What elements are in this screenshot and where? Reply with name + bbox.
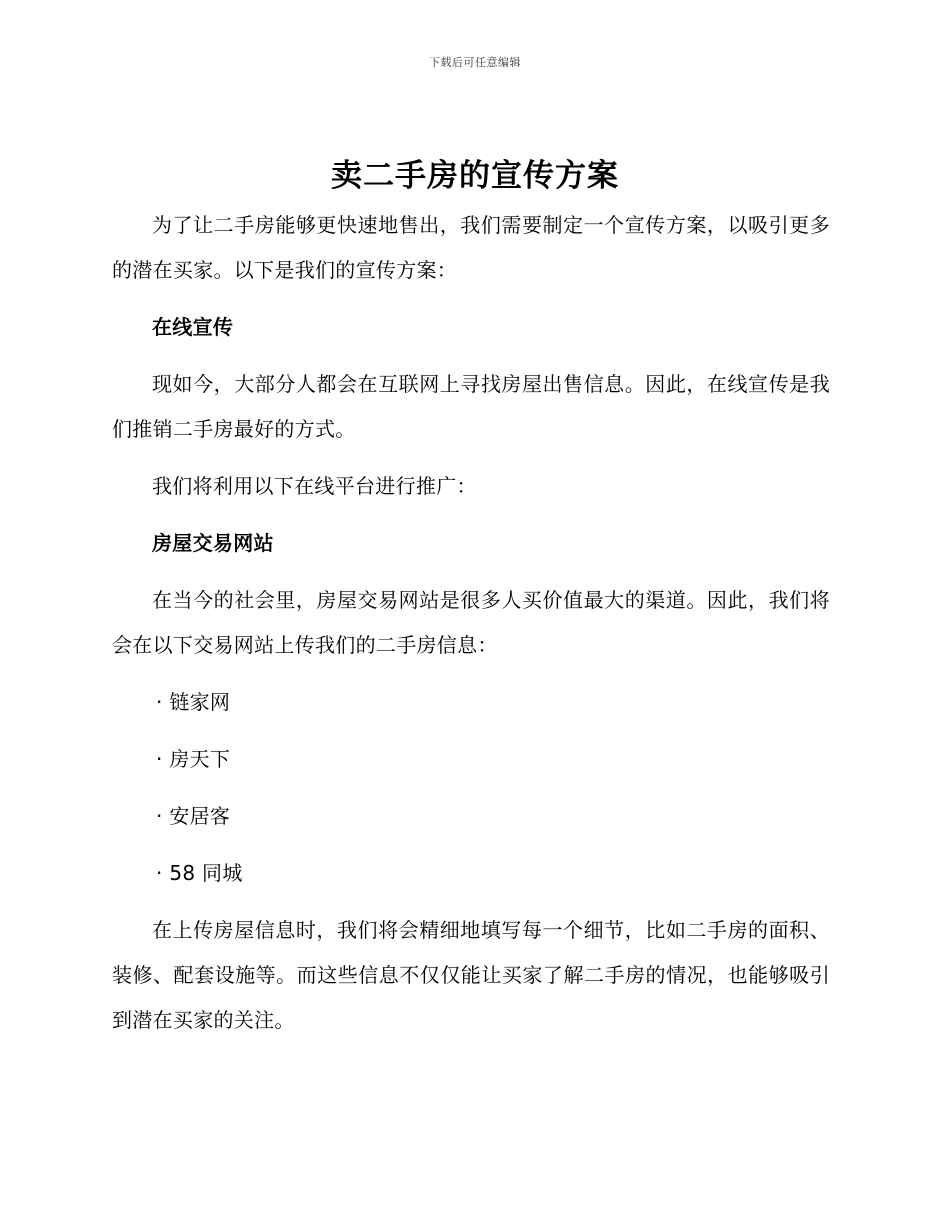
list-item: · 安居客 bbox=[156, 804, 231, 828]
section-heading-websites: 房屋交易网站 bbox=[152, 531, 274, 555]
online-paragraph-2: 我们将利用以下在线平台进行推广： bbox=[152, 474, 477, 498]
section-heading-online: 在线宣传 bbox=[152, 315, 234, 339]
intro-paragraph: 为了让二手房能够更快速地售出，我们需要制定一个宣传方案，以吸引更多的潜在买家。以下是我们的宣传方案： bbox=[112, 213, 830, 282]
document-title: 卖二手房的宣传方案 bbox=[331, 158, 619, 194]
header-note: 下载后可任意编辑 bbox=[429, 56, 521, 69]
list-item: · 房天下 bbox=[156, 747, 231, 771]
list-item: · 链家网 bbox=[156, 690, 231, 714]
websites-paragraph-2: 在上传房屋信息时，我们将会精细地填写每一个细节，比如二手房的面积、装修、配套设施等。而这些信息不仅仅能让买家了解二手房的情况，也能够吸引到潜在买家的关注。 bbox=[112, 918, 830, 1032]
online-paragraph-1: 现如今，大部分人都会在互联网上寻找房屋出售信息。因此，在线宣传是我们推销二手房最好的方式。 bbox=[112, 372, 830, 441]
document-body bbox=[112, 203, 830, 1055]
websites-paragraph-1: 在当今的社会里，房屋交易网站是很多人买价值最大的渠道。因此，我们将会在以下交易网站上传我们的二手房信息： bbox=[112, 588, 830, 657]
list-item: · 58 同城 bbox=[156, 861, 243, 885]
